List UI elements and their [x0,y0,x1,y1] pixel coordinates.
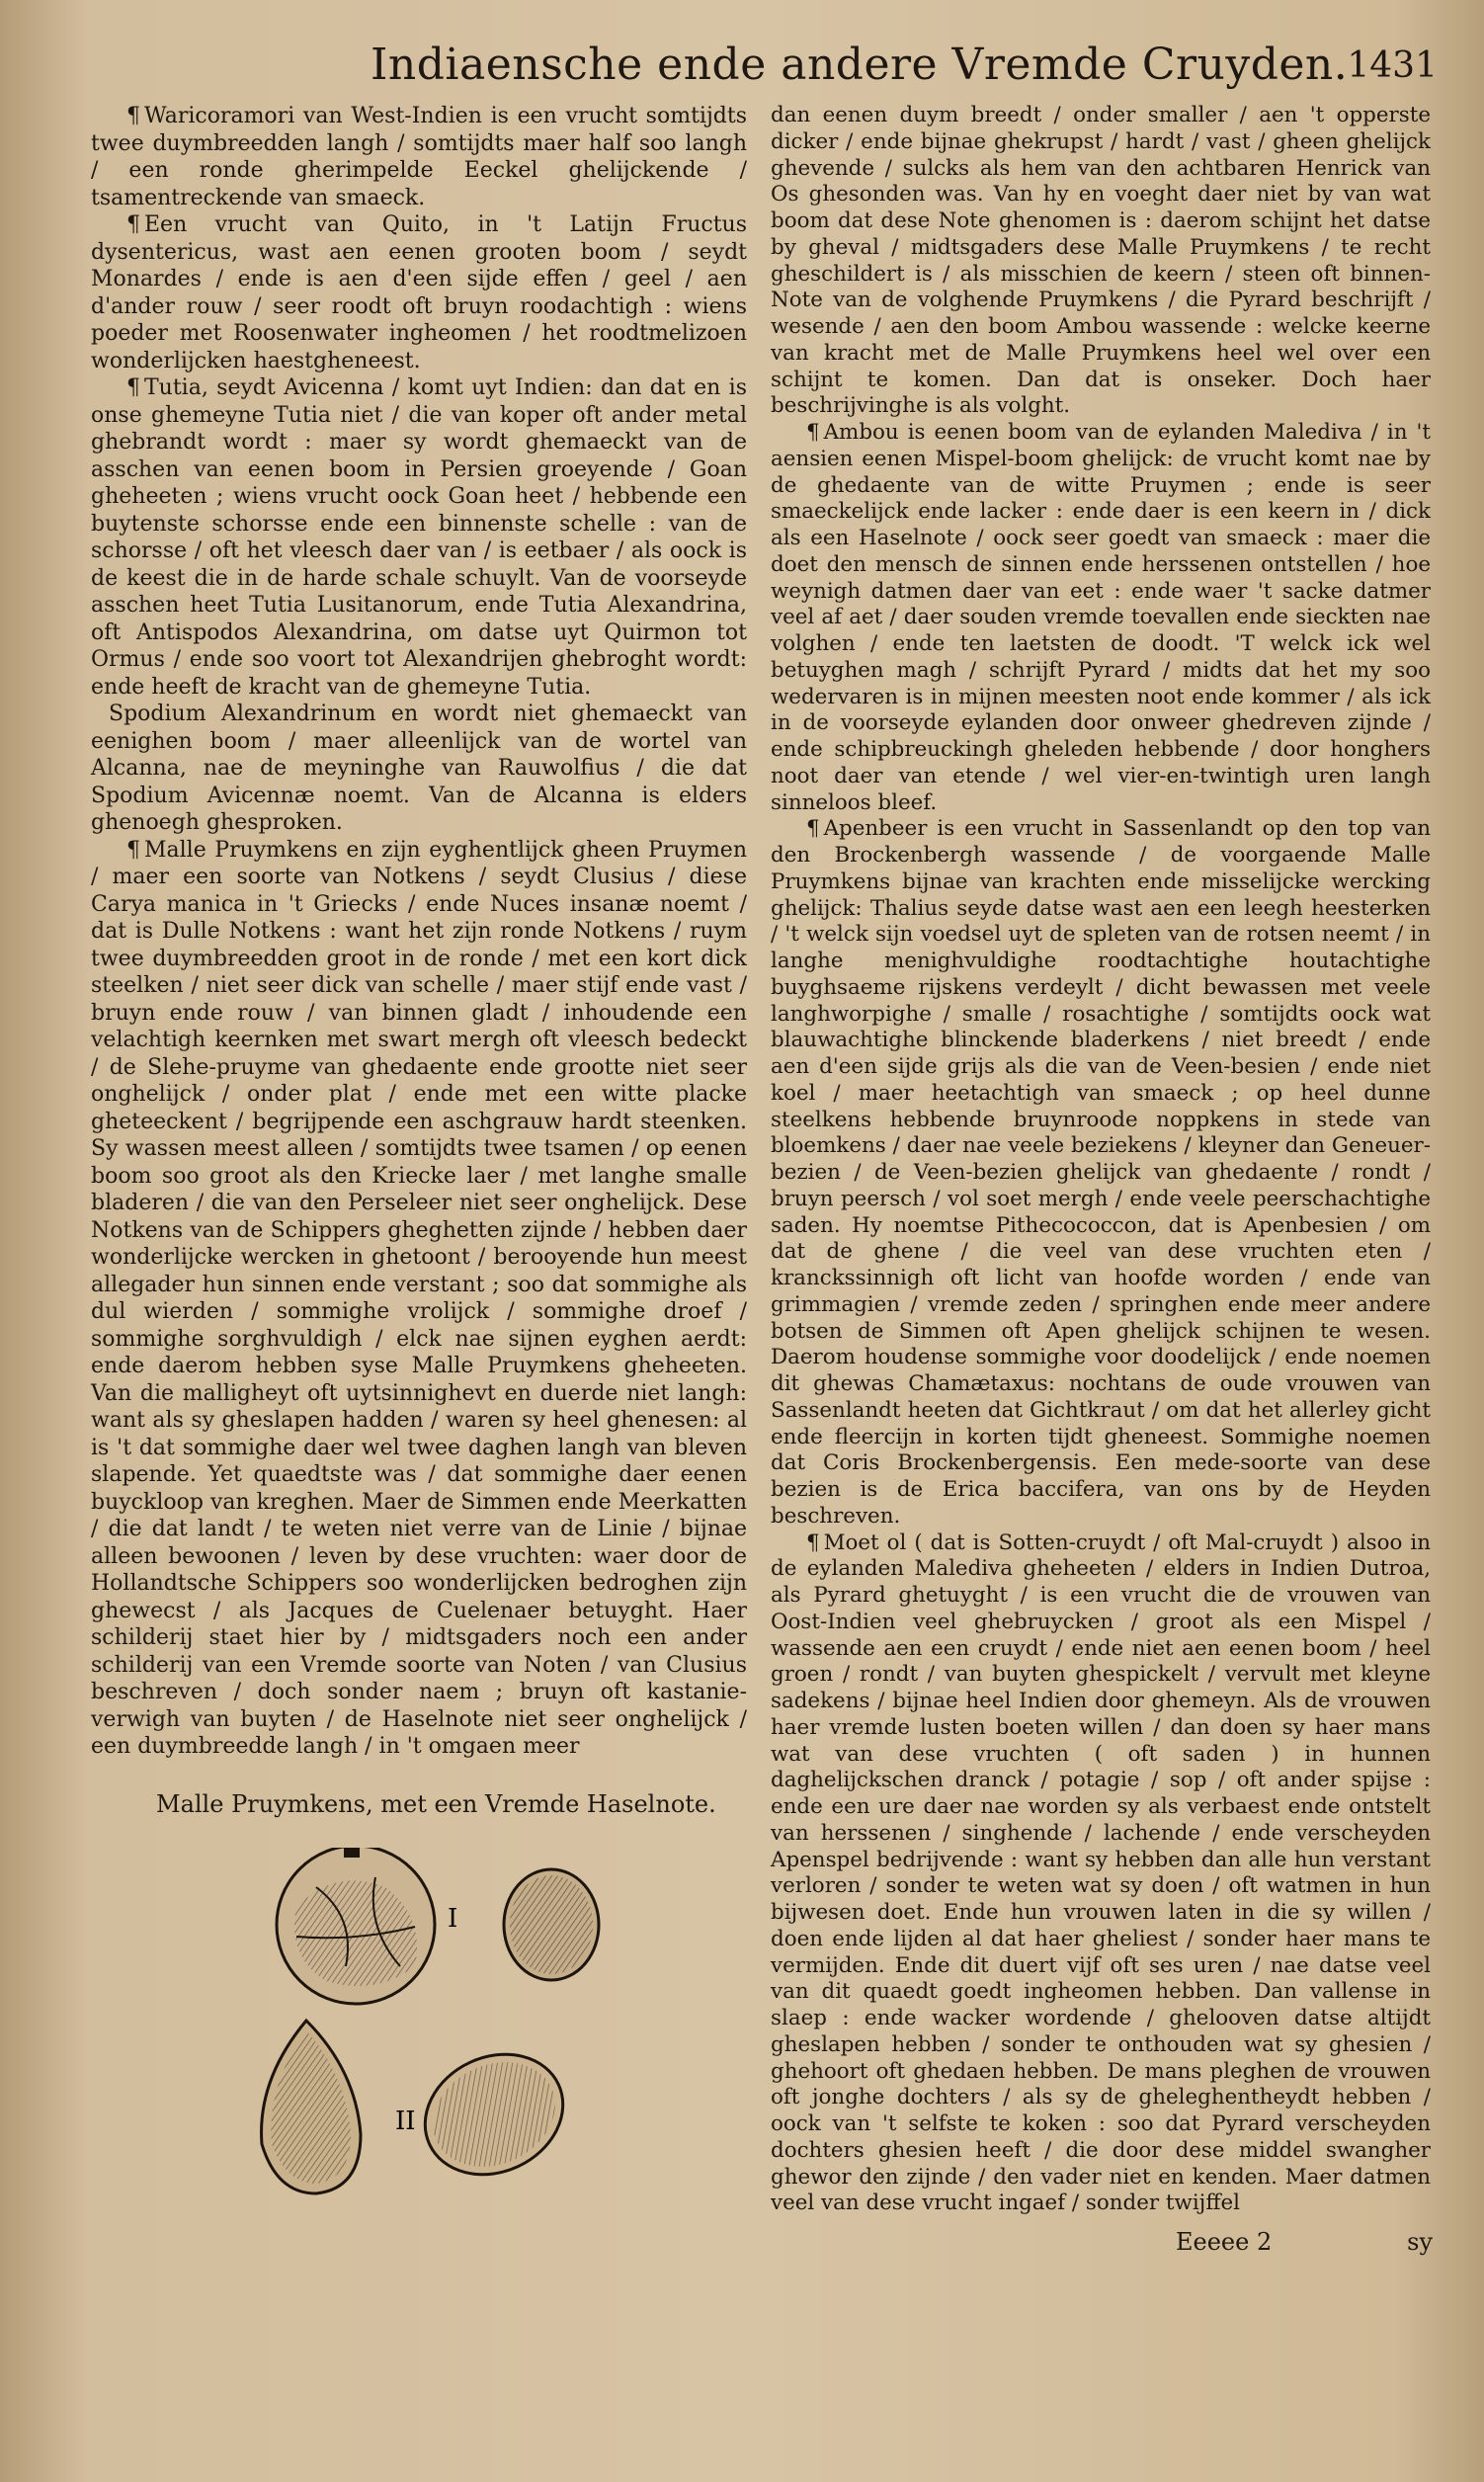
nut-large-round [277,1848,435,2004]
paragraph-spodium [91,701,747,837]
figure-label-i: I [448,1904,458,1934]
page-header [371,32,1438,101]
paragraph-apenbeer [771,816,1431,1530]
paragraph-text: Spodium Alexandrinum en wordt niet ghemaeckt van eenighen boom / maer alleenlijck van de wortel van Alcanna, nae de meyninghe van Rauwolfius / die dat Spodium Avicennæ noemt. Van de Alcanna is elders ghenoegh ghesproken. [91,702,747,835]
page-number: 1431 [1347,45,1438,86]
right-column [771,103,1431,2217]
nut-oval-upright [262,2021,361,2193]
nut-illustration-icon [227,1848,642,2263]
paragraph-moet-ol [771,1531,1431,2218]
paragraph-text: Een vrucht van Quito, in 't Latijn Fructus dysentericus, wast aen eenen grooten boom / seydt Monardes / ende is aen d'een sijde effen / geel / aen d'ander rouw / seer roodt oft bruyn roodachtigh : wiens poeder met Roosenwater ingheomen / het roodtmelizoen wonderlijcken haestgheneest. [91,212,747,373]
paragraph-text: Apenbeer is een vrucht in Sassenlandt op den top van den Brockenbergh wassende / de voorgaende Malle Pruymkens bijnae van krachten ende misselijcke wercking ghelijck: Thalius seyde datse wast aen een leegh heesterken / 't welck sijn voedsel uyt de spleten van de rotsen neemt / in langhe menighvuldighe roodtachtighe houtachtighe buyghsaeme rijskens verdeylt / dicht bewassen met veele langhworpighe / smalle / rosachtighe / somtijdts oock wat blauwachtighe blinckende bladerkens / niet breedt / ende aen d'een sijde grijs als die van de Veen-besien / ende niet koel / maer heetachtigh van smaeck ; op heel dunne steelkens hebbende bruynroode noppkens in stede van bloemkens / daer nae veele beziekens / kleyner dan Geneuer-bezien / de Veen-bezien ghelijck van ghedaente / rondt / bruyn peersch / vol soet mergh / ende veele peerschachtighe saden. Hy noemtse Pithecococcon, dat is Apenbesien / om dat de ghene / die veel van dese vruchten eten / kranckssinnigh oft licht van hoofde worden / ende van grimmagien / vremde zeden / springhen ende meer andere botsen de Simmen oft Apen ghelijck schijnen te wesen. Daerom houdense sommighe voor doodelijck / ende noemen dit ghewas Chamætaxus: nochtans de oude vrouwen van Sassenlandt heeten dat Gichtkraut / om dat het allerley gicht ende fleercijn in korten tijdt gheneest. Sommighe noemen dat Coris Brockenbergensis. Een mede-soorte van dese bezien is de Erica baccifera, van ons by de Heyden beschreven. [771,816,1431,1529]
paragraph-quito-fruit [91,211,747,374]
catchword: sy [1407,2228,1433,2256]
paragraph-text: Malle Pruymkens en zijn eyghentlijck gheen Pruymen / maer een soorte van Notkens / seydt Clusius / diese Carya manica in 't Griecks / ende Nuces insanæ noemt / dat is Dulle Notkens : want het zijn ronde Notkens / ruym twee duymbreedden groot in de ronde / met een kort dick steelken / niet seer dick van schelle / maer stijf ende vast / bruyn ende rouw / van binnen gladt / inhoudende een velachtigh keernken met swart mergh oft vleesch bedeckt / de Slehe-pruyme van ghedaente ende grootte niet seer onghelijck / onder plat / ende met een witte placke gheteeckent / begrijpende een aschgrauw hardt steenken. Sy wassen meest alleen / somtijdts twee tsamen / op eenen boom soo groot als den Kriecke laer / met langhe smalle bladeren / die van den Perseleer niet seer onghelijck. Dese Notkens van de Schippers gheghetten zijnde / hebben daer wonderlijcke wercken in ghetoont / berooyende hun meest allegader hun sinnen ende verstant ; soo dat sommighe als dul wierden / sommighe vrolijck / sommighe droef / sommighe sorghvuldigh / elck nae sijnen eyghen aerdt: ende daerom hebben syse Malle Pruymkens gheheeten. Van die malligheyt oft uytsinnighevt en duerde niet langh: want als sy gheslapen hadden / waren sy heel ghenesen: al is 't dat sommighe daer wel twee daghen langh van bleven slapende. Yet quaedtste was / dat sommighe daer eenen buyckloop van kreghen. Maer de Simmen ende Meerkatten / die dat landt / te weten niet verre van de Linie / bijnae alleen bewoonen / leven by dese vruchten: waer door de Hollandtsche Schippers soo wonderlijcken bedroghen zijn ghewecst / als Jacques de Cuelenaer betuyght. Haer schilderij staet hier by / midtsgaders noch een ander schilderij van een Vremde soorte van Noten / van Clusius beschreven / doch sonder naem ; bruyn oft kastanie-verwigh van buyten / de Haselnote niet seer onghelijck / een duymbreedde langh / in 't omgaen meer [91,837,747,1759]
nut-illustration [227,1848,642,2263]
paragraph-text: dan eenen duym breedt / onder smaller / aen 't opperste dicker / ende bijnae ghekrupst / hardt / vast / gheen ghelijck ghevende / sulcks als hem van den achtbaren Henrick van Os ghesonden was. Van hy en voeght daer niet by van wat boom dat dese Note ghenomen is : daerom schijnt het datse by gheval / midtsgaders dese Malle Pruymkens / te recht gheschildert is / als misschien de keern / steen oft binnen-Note van de volghende Pruymkens / die Pyrard beschrijft / wesende / aen den boom Ambou wassende : welcke keerne van kracht met de Malle Pruymkens heel wel over een schijnt te komen. Dan dat is onseker. Doch haer beschrijvinghe is als volght. [771,103,1431,419]
paragraph-ambou [771,420,1431,816]
nut-oval-tilted [405,2032,583,2196]
paragraph-continuation [771,103,1431,420]
paragraph-mark: ¶ [126,375,140,400]
paragraph-text: Moet ol ( dat is Sotten-cruydt / oft Mal-cruydt ) alsoo in de eylanden Malediva gheheeten / elders in Indien Dutroa, als Pyrard ghetuyght / is een vrucht die de vrouwen van Oost-Indien veel ghebruycken / groot als een Mispel / wassende aen een cruydt / ende niet aen eenen boom / heel groen / rondt / van buyten ghespickelt / vervult met kleyne sadekens / bijnae heel Indien door ghemeyn. Als de vrouwen haer vremde lusten boeten willen / dan doen sy haer mans wat van dese vruchten ( oft saden ) in hunnen daghelijckschen dranck / potagie / sop / oft ander spijse : ende een ure daer nae worden sy als verbaest ende ontstelt van herssenen / singhende / lachende / ende verscheyden Apenspel bedrijvende : want sy hebben dan alle hun verstant verloren / sonder te weten wat sy doen / oft watmen in hun bijwesen doet. Ende hun vrouwen laten in die sy willen / doen ende lijden al dat haer gheliest / sonder haer mans te vermijden. Ende dit duert vijf oft ses uren / nae datse veel van dit quaedt goedt ingheomen hebben. Dan vallense in slaep : ende wacker wordende / ghelooven datse altijdt gheslapen hebben / sonder te onthouden wat sy ghesien / ghehoort oft ghedaen hebben. De mans pleghen de vrouwen oft jonghe dochters / als sy de gheleghentheydt hebben / oock van 't selfste te koken : soo dat Pyrard verscheyden dochters ghesien heeft / die door dese middel swangher ghewor den zijnde / den vader niet en kenden. Maer datmen veel van dese vrucht ingaef / sonder twijffel [771,1530,1431,2216]
paragraph-malle-pruymkens [91,837,747,1761]
paragraph-waricoramori [91,103,747,211]
left-column [91,103,747,1761]
paragraph-mark: ¶ [126,104,140,128]
signature-mark: Eeeee 2 [1176,2228,1273,2256]
figure-label-ii: II [395,2107,416,2136]
paragraph-text: Tutia, seydt Avicenna / komt uyt Indien: dan dat en is onse ghemeyne Tutia niet / die van koper oft ander metal ghebrandt wordt : maer sy wordt ghemaeckt van de asschen van eenen boom in Persien groeyende / Goan gheheeten ; wiens vrucht oock Goan heet / hebbende een buytenste schorsse ende een binnenste schelle : van de schorsse / oft het vleesch daer van / is eetbaer / als oock is de keest die in de harde schale schuylt. Van de voorseyde asschen heet Tutia Lusitanorum, ende Tutia Alexandrina, oft Antispodos Alexandrina, om datse uyt Quirmon tot Ormus / ende soo voort tot Alexandrijen ghebroght wordt: ende heeft de kracht van de ghemeyne Tutia. [91,375,747,700]
paragraph-mark: ¶ [806,420,820,445]
nut-small-round [504,1869,599,1980]
paragraph-mark: ¶ [806,1530,820,1555]
paragraph-tutia [91,374,747,701]
paragraph-text: Ambou is eenen boom van de eylanden Malediva / in 't aensien eenen Mispel-boom ghelijck: de vrucht komt nae by de ghedaente van de witte Pruymen ; ende is seer smaeckelijck ende lacker : ende daer is een keern in / dick als een Haselnote / oock seer goedt van smaeck : maer die doet den mensch de sinnen ende herssenen ontstellen / hoe weynigh datmen daer van eet : ende waer 't sacke datmer veel af aet / daer souden vremde toevallen ende sieckten nae volghen / ende ten laetsten de doodt. 'T welck ick wel betuyghen magh / schrijft Pyrard / midts dat het my soo wedervaren is in mijnen meesten noot ende kommer / als ick in de voorseyde eylanden door onweer ghedreven zijnde / ende schipbreuckingh gheleden hebbende / door honghers noot daer van etende / wel vier-en-twintigh uren langh sinneloos bleef. [771,420,1431,815]
paragraph-mark: ¶ [126,837,140,863]
page-footer [1176,2228,1433,2268]
running-title: Indiaensche ende andere Vremde Cruyden. [371,40,1349,90]
paragraph-mark: ¶ [806,816,820,842]
paragraph-text: Waricoramori van West-Indien is een vrucht somtijdts twee duymbreedden langh / somtijdts maer half soo langh / een ronde gherimpelde Eeckel ghelijckende / tsamentreckende van smaeck. [91,104,747,210]
figure-caption: Malle Pruymkens, met een Vremde Haselnote. [156,1790,716,1818]
paragraph-mark: ¶ [126,212,140,237]
